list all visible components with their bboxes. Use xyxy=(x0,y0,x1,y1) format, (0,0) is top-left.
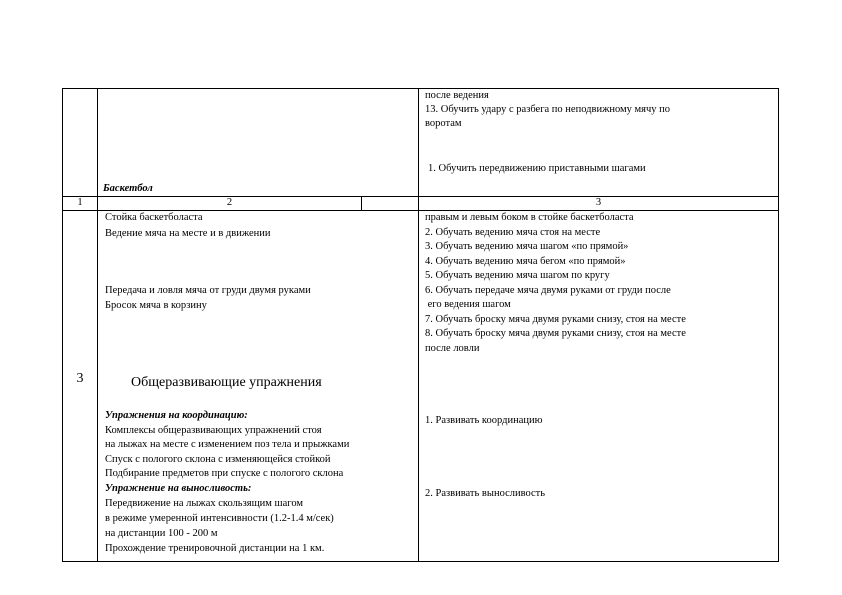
text-line: правым и левым боком в стойке баскетболаста xyxy=(425,212,634,223)
row-number: 3 xyxy=(76,371,84,386)
table-border-left xyxy=(62,88,63,562)
text-line: Комплексы общеразвивающих упражнений стоя xyxy=(105,425,322,436)
text-line: 13. Обучить удару с разбега по неподвижному мячу по xyxy=(425,104,671,115)
text-line: Бросок мяча в корзину xyxy=(105,300,207,311)
table-col-divider-2 xyxy=(418,88,419,562)
endurance-heading: Упражнение на выносливость: xyxy=(105,483,252,494)
text-line: 5. Обучать ведению мяча шагом по кругу xyxy=(425,270,610,281)
text-line: 6. Обучать передаче мяча двумя руками от груди после xyxy=(425,285,671,296)
text-line: Прохождение тренировочной дистанции на 1 км. xyxy=(105,543,325,554)
text-line: после ведения xyxy=(425,90,489,101)
text-line: его ведения шагом xyxy=(425,299,511,310)
text-line: 1. Развивать координацию xyxy=(425,415,543,426)
text-line: 4. Обучать ведению мяча бегом «по прямой» xyxy=(425,256,626,267)
column-number-3: 3 xyxy=(595,197,602,208)
table-border-bottom xyxy=(62,561,779,562)
text-line: 1. Обучить передвижению приставными шагами xyxy=(428,163,646,174)
text-line: воротам xyxy=(425,118,462,129)
section-title: Общеразвивающие упражнения xyxy=(131,375,322,390)
text-line: Стойка баскетболаста xyxy=(105,212,203,223)
column-number-1: 1 xyxy=(77,197,83,208)
table-col-divider-1 xyxy=(97,88,98,562)
text-line: Спуск с пологого склона с изменяющейся стойкой xyxy=(105,454,331,465)
text-line: после ловли xyxy=(425,343,480,354)
text-line: 2. Обучать ведению мяча стоя на месте xyxy=(425,227,601,238)
text-line: 8. Обучать броску мяча двумя руками снизу, стоя на месте xyxy=(425,328,686,339)
table-border-right xyxy=(778,88,779,562)
column-number-2: 2 xyxy=(226,197,233,208)
table-border-top xyxy=(62,88,779,89)
table-header-subdivider xyxy=(361,196,362,211)
text-line: Передвижение на лыжах скользящим шагом xyxy=(105,498,304,509)
text-line: 7. Обучать броску мяча двумя руками снизу, стоя на месте xyxy=(425,314,686,325)
text-line: Подбирание предметов при спуске с пологого склона xyxy=(105,468,344,479)
text-line: в режиме умеренной интенсивности (1.2-1.4 м/сек) xyxy=(105,513,334,524)
text-line: 3. Обучать ведению мяча шагом «по прямой» xyxy=(425,241,629,252)
section-heading-basketball: Баскетбол xyxy=(103,183,153,194)
text-line: 2. Развивать выносливость xyxy=(425,488,546,499)
text-line: Ведение мяча на месте и в движении xyxy=(105,228,271,239)
coordination-heading: Упражнения на координацию: xyxy=(105,410,248,421)
text-line: Передача и ловля мяча от груди двумя руками xyxy=(105,285,311,296)
text-line: на лыжах на месте с изменением поз тела и прыжками xyxy=(105,439,350,450)
text-line: на дистанции 100 - 200 м xyxy=(105,528,218,539)
